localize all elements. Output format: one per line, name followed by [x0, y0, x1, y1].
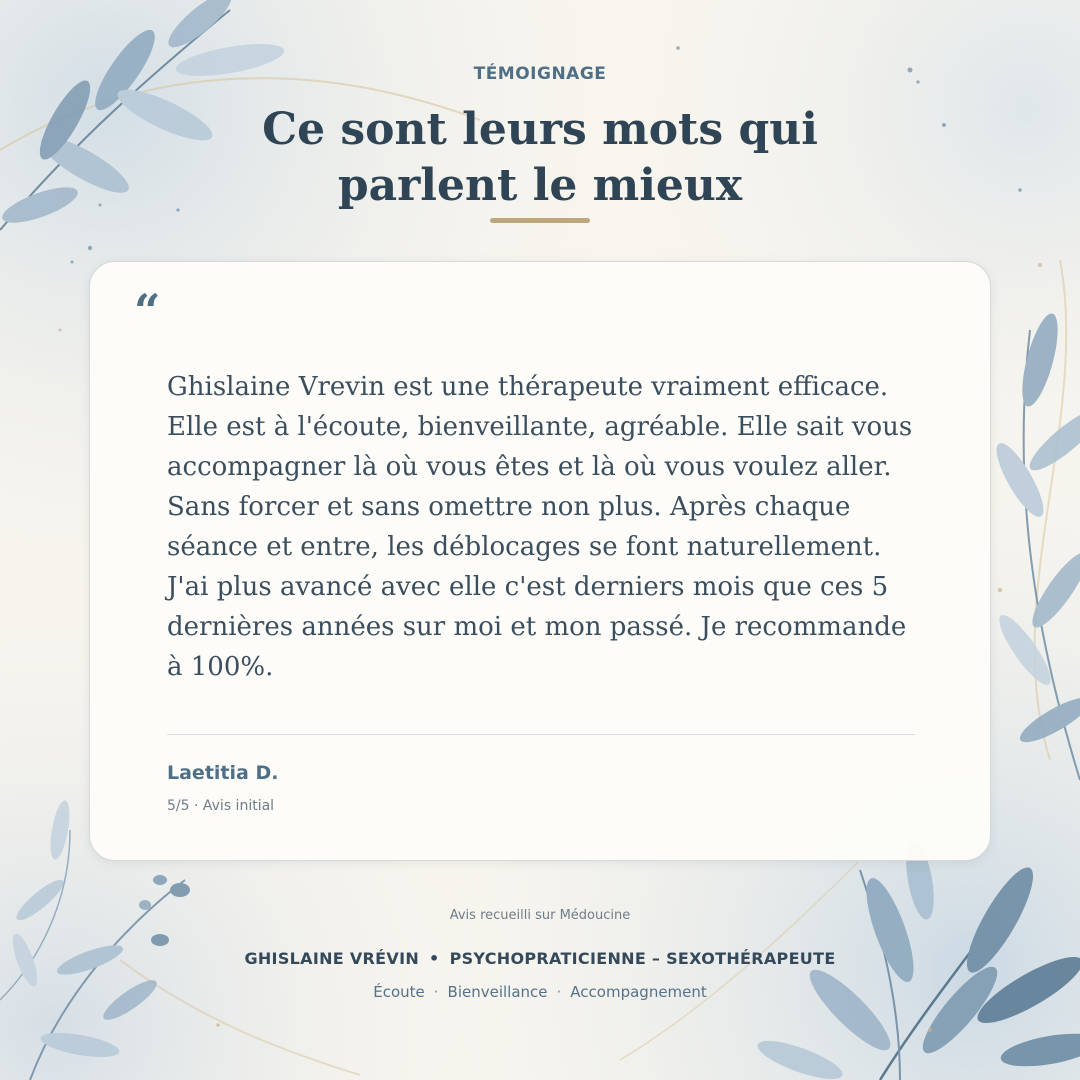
title-underline [490, 218, 590, 223]
values-separator: · [556, 983, 562, 1001]
values-line [0, 983, 1080, 1001]
testimonial-text: Ghislaine Vrevin est une thérapeute vraiment efficace. Elle est à l'écoute, bienveillante, agréable. Elle sait vous accompagner là où vous êtes et là où vous voulez aller. Sans forcer et sans omettre non plus. Après chaque séance et entre, les déblocages se font naturellement. J'ai plus avancé avec elle c'est derniers mois que ces 5 dernières années sur moi et mon passé. Je recommande à 100%. [167, 372, 913, 682]
value-support: Accompagnement [570, 983, 707, 1001]
page-title [0, 102, 1080, 214]
values-separator: · [433, 983, 439, 1001]
review-source: Avis recueilli sur Médoucine [449, 908, 631, 923]
value-listening: Écoute [373, 983, 425, 1001]
section-eyebrow: TÉMOIGNAGE [473, 64, 607, 84]
quote-mark-icon: “ [134, 284, 161, 338]
card-divider [167, 734, 915, 735]
brand-line [0, 949, 1080, 968]
page-title-line-2: parlent le mieux [337, 160, 743, 211]
brand-separator: • [429, 949, 440, 968]
testimonial-author: Laetitia D. [167, 762, 279, 784]
testimonial-card [89, 261, 991, 861]
value-kindness: Bienveillance [447, 983, 548, 1001]
testimonial-rating: 5/5 · Avis initial [167, 798, 275, 814]
brand-name: GHISLAINE VRÉVIN [244, 949, 420, 968]
page-title-line-1: Ce sont leurs mots qui [262, 104, 818, 155]
brand-role: PSYCHOPRATICIENNE – SEXOTHÉRAPEUTE [449, 949, 836, 968]
